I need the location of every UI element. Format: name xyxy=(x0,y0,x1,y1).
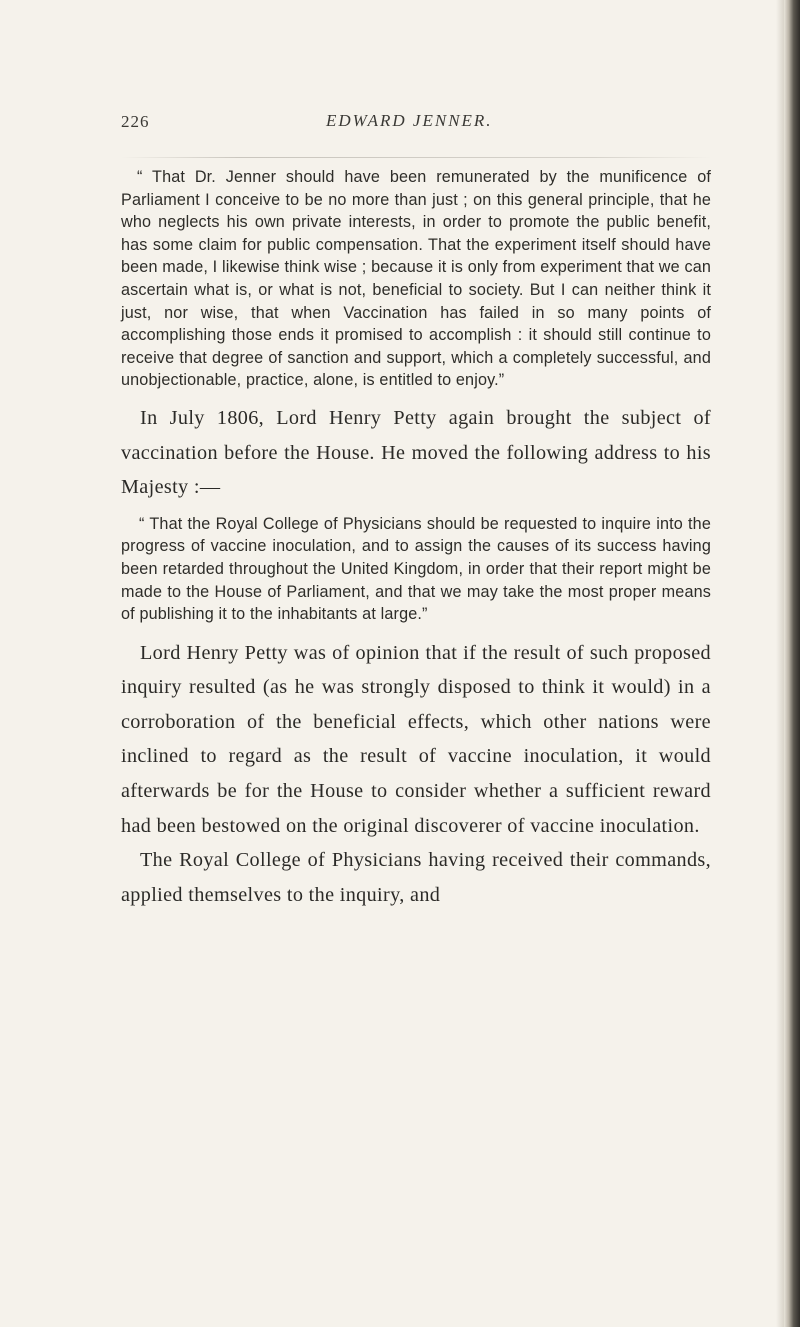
running-head xyxy=(121,112,711,142)
running-head-title: EDWARD JENNER. xyxy=(326,111,493,130)
page-number: 226 xyxy=(121,112,150,131)
paragraph-royal-college-inquiry: The Royal College of Physicians having received their commands, applied themselves to the inquiry, and xyxy=(121,849,711,906)
paragraph-petty-motion: In July 1806, Lord Henry Petty again brought the subject of vaccination before the House. He moved the following address to his Majesty :— xyxy=(121,406,711,499)
paragraph-petty-opinion: Lord Henry Petty was of opinion that if the result of such proposed inquiry resulted (as he was strongly disposed to think it would) in a corroboration of the beneficial effects, which other nations were inclined to regard as the result of vaccine inoculation, it would afterwards be for the House to consider whether a sufficient reward had been bestowed on the original discoverer of vaccine inoculation. xyxy=(121,641,711,837)
quote-paragraph-jenner-remuneration: “ That Dr. Jenner should have been remunerated by the munificence of Parliament I conceive to be no more than just ; on this general principle, that he who neglects his own private interests, in order to promote the public benefit, has some claim for public compensation. That the experiment itself should have been made, I likewise think wise ; because it is only from experiment that we can ascertain what is, or what is not, beneficial to society. But I can neither think it just, nor wise, that when Vaccination has failed in so many points of accomplishing those ends it promised to accomplish : it should still continue to receive that degree of sanction and support, which a completely successful, and unobjectionable, practice, alone, is entitled to enjoy.” xyxy=(121,168,711,390)
page-binding-edge xyxy=(784,0,800,1327)
binding-shadow xyxy=(776,0,784,1327)
running-head-rule xyxy=(121,157,711,158)
body-text xyxy=(121,166,711,912)
quote-paragraph-royal-college-address: “ That the Royal College of Physicians should be requested to inquire into the progress of vaccine inoculation, and to assign the causes of its success having been retarded throughout the United Kingdom, in order that their report might be made to the House of Parliament, and that we may take the most proper means of publishing it to the inhabitants at large.” xyxy=(121,514,711,624)
